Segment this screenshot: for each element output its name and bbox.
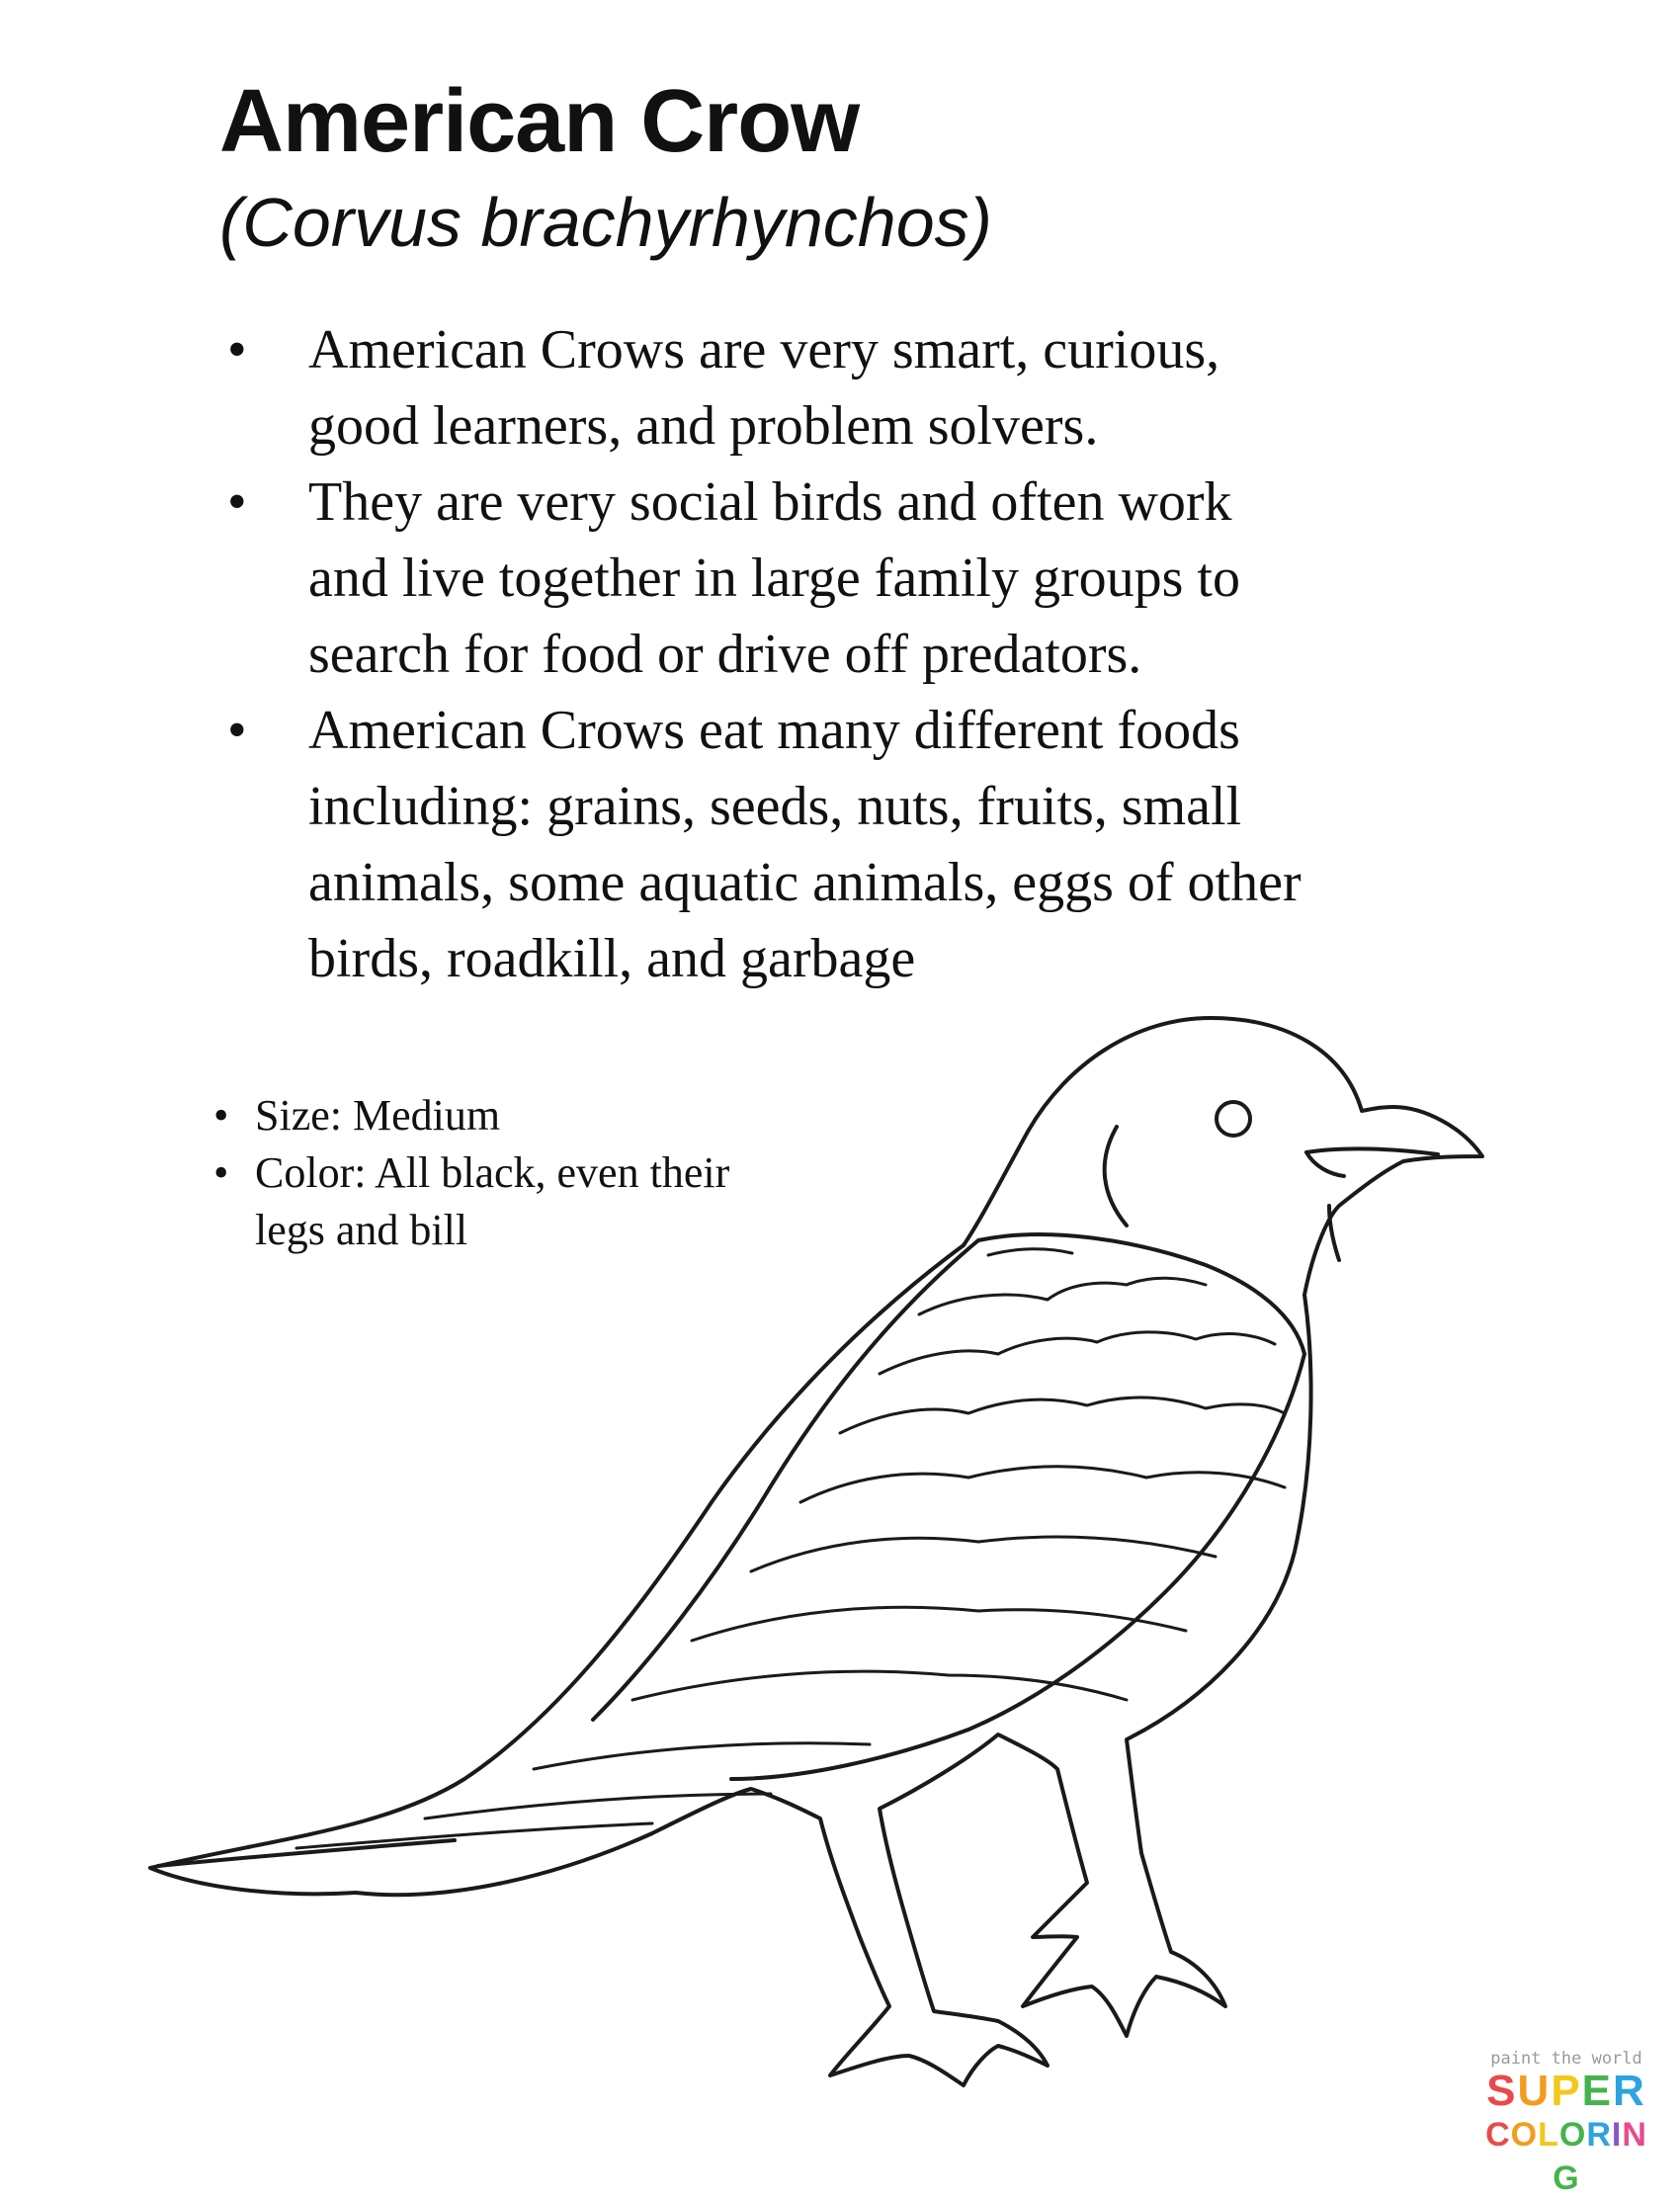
- fact-text: They are very social birds and often work: [308, 471, 1232, 533]
- logo-letter: C: [1485, 2116, 1511, 2154]
- logo-letter: G: [1553, 2159, 1580, 2197]
- page-title: American Crow: [219, 72, 860, 171]
- fact-text: search for food or drive off predators.: [308, 624, 1142, 685]
- logo-word-super: [1472, 2067, 1660, 2115]
- fact-text: good learners, and problem solvers.: [308, 395, 1099, 457]
- logo-letter: R: [1613, 2067, 1646, 2115]
- bullet-icon: •: [227, 700, 247, 761]
- crow-eye: [1217, 1102, 1250, 1136]
- fact-text: American Crows are very smart, curious,: [308, 319, 1220, 381]
- logo-word-coloring: [1472, 2113, 1660, 2200]
- quick-fact-text: Size: Medium: [255, 1091, 501, 1140]
- fact-text: including: grains, seeds, nuts, fruits, small: [308, 776, 1242, 837]
- logo-tagline: paint the world: [1490, 2049, 1642, 2069]
- logo-letter: N: [1622, 2116, 1647, 2154]
- logo-letter: E: [1581, 2067, 1614, 2115]
- logo-letter: O: [1558, 2116, 1587, 2154]
- scientific-name: (Corvus brachyrhynchos): [219, 184, 992, 261]
- logo-letter: O: [1510, 2116, 1539, 2154]
- bullet-icon: •: [213, 1091, 229, 1140]
- fact-text: American Crows eat many different foods: [308, 700, 1240, 761]
- fact-text: birds, roadkill, and garbage: [308, 928, 916, 989]
- bullet-icon: •: [213, 1148, 229, 1197]
- fact-text: and live together in large family groups to: [308, 548, 1240, 609]
- logo-letter: S: [1486, 2067, 1518, 2115]
- bullet-icon: •: [227, 471, 247, 533]
- bullet-icon: •: [227, 319, 247, 381]
- logo-letter: L: [1538, 2116, 1559, 2154]
- quick-fact-text: Color: All black, even their: [255, 1148, 730, 1197]
- quick-fact-text: legs and bill: [255, 1206, 468, 1254]
- super-coloring-logo: [1472, 2048, 1660, 2197]
- logo-letter: U: [1517, 2067, 1552, 2115]
- logo-letter: I: [1611, 2116, 1623, 2154]
- logo-letter: R: [1586, 2116, 1612, 2154]
- fact-text: animals, some aquatic animals, eggs of other: [308, 852, 1302, 913]
- crow-body-outline: [150, 1018, 1482, 2085]
- logo-letter: P: [1551, 2067, 1582, 2115]
